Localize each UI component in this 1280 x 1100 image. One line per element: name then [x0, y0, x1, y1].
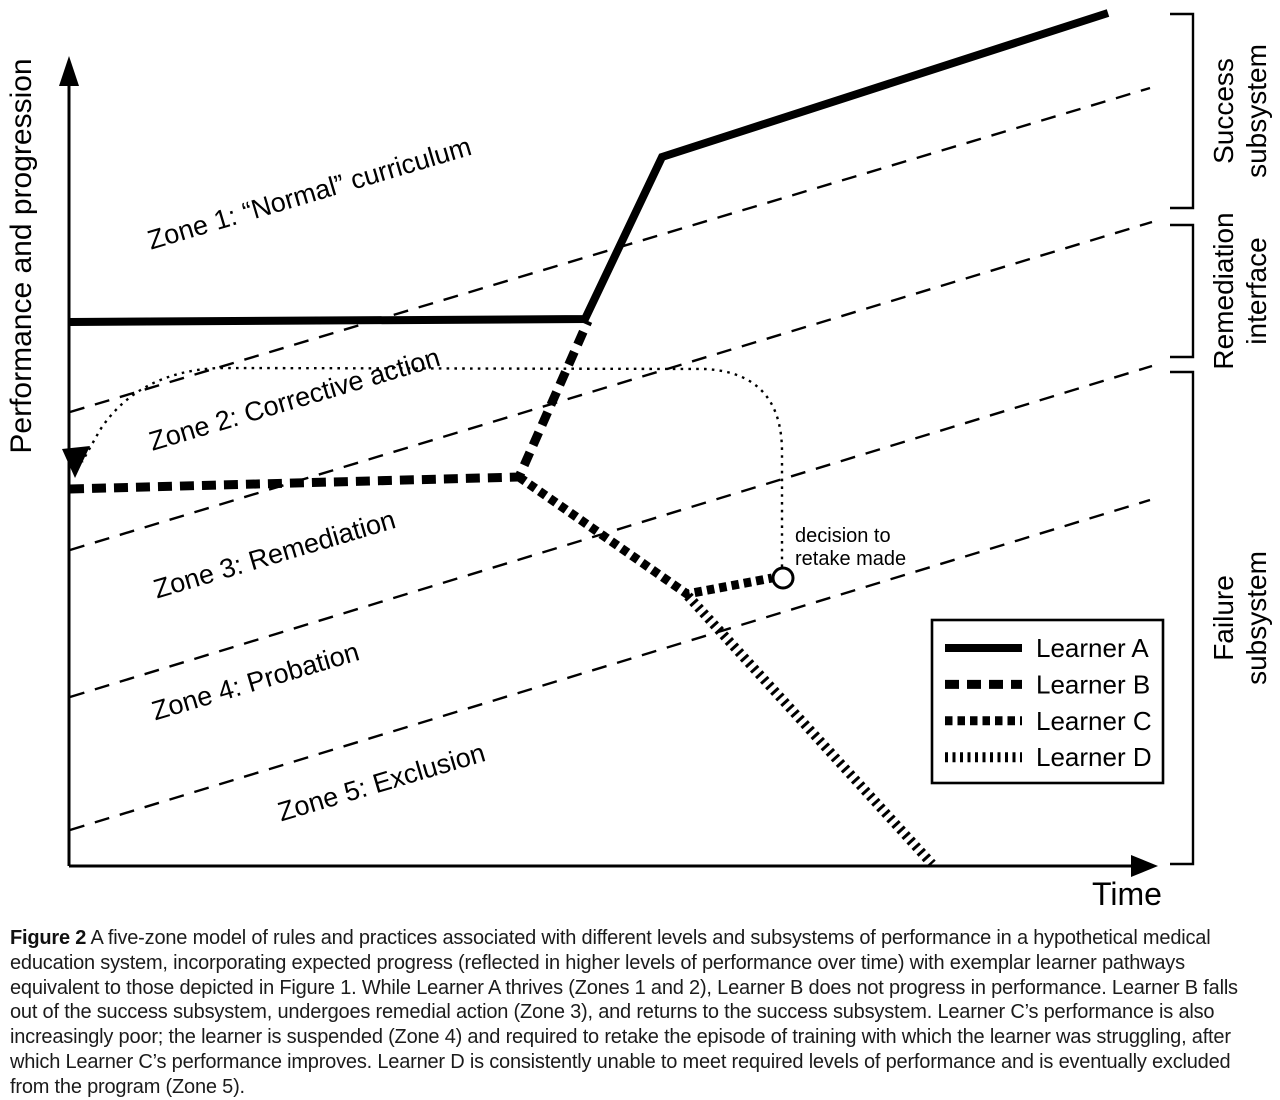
y-axis-label: Performance and progression — [5, 58, 38, 454]
legend-label-D: Learner D — [1036, 742, 1152, 773]
zone-label-3: Zone 3: Remediation — [150, 504, 399, 605]
figure-caption-text: A five-zone model of rules and practices associated with different levels and subsystems of performance in a hypothetical medical education system, incorporating expected progress (reflected in higher levels of performance over time) with exemplar learner pathways equivalent to those depicted in Figure 1. While Learner A thrives (Zones 1 and 2), Learner B does not progress in performance. Learner B falls out of the success subsystem, undergoes remedial action (Zone 3), and returns to the success subsystem. Learner C’s performance is also increasingly poor; the learner is suspended (Zone 4) and required to retake the episode of training with which the learner was struggling, after which Learner C’s performance improves. Learner D is consistently unable to meet required levels of performance and is eventually excluded from the program (Zone 5). — [10, 927, 1238, 1098]
subsystem-label-1: Successsubsystem — [1208, 44, 1272, 178]
learner-line-C — [519, 477, 772, 594]
zone-label-4: Zone 4: Probation — [148, 636, 363, 727]
learner-line-B — [70, 321, 588, 489]
legend-label-C: Learner C — [1036, 705, 1152, 736]
annotation-decision-line1: decision to — [795, 525, 891, 547]
x-axis-arrowhead — [1131, 855, 1158, 877]
retake-loop-arrowhead — [62, 446, 90, 478]
retake-decision-marker — [773, 568, 793, 588]
zone-boundary-line-1 — [70, 88, 1150, 412]
learner-line-D — [688, 596, 932, 864]
retake-loop-path — [82, 368, 782, 567]
subsystem-label-2: Remediationinterface — [1208, 212, 1272, 370]
zone-label-1: Zone 1: “Normal” curriculum — [144, 131, 475, 256]
subsystem-label-3: Failuresubsystem — [1208, 551, 1272, 685]
legend-label-B: Learner B — [1036, 669, 1151, 700]
legend-label-A: Learner A — [1036, 633, 1149, 663]
figure-number: Figure 2 — [10, 927, 87, 949]
annotation-decision-line2: retake made — [795, 548, 907, 570]
subsystem-bracket-3 — [1170, 372, 1193, 864]
subsystem-bracket-1 — [1170, 14, 1193, 208]
learner-line-A — [70, 13, 1108, 322]
subsystem-bracket-2 — [1170, 225, 1193, 357]
zone-label-2: Zone 2: Corrective action — [145, 342, 444, 457]
x-axis-label: Time — [1092, 876, 1162, 912]
zone-label-5: Zone 5: Exclusion — [274, 737, 489, 828]
figure-caption — [0, 920, 1280, 1100]
y-axis-arrowhead — [59, 56, 79, 86]
